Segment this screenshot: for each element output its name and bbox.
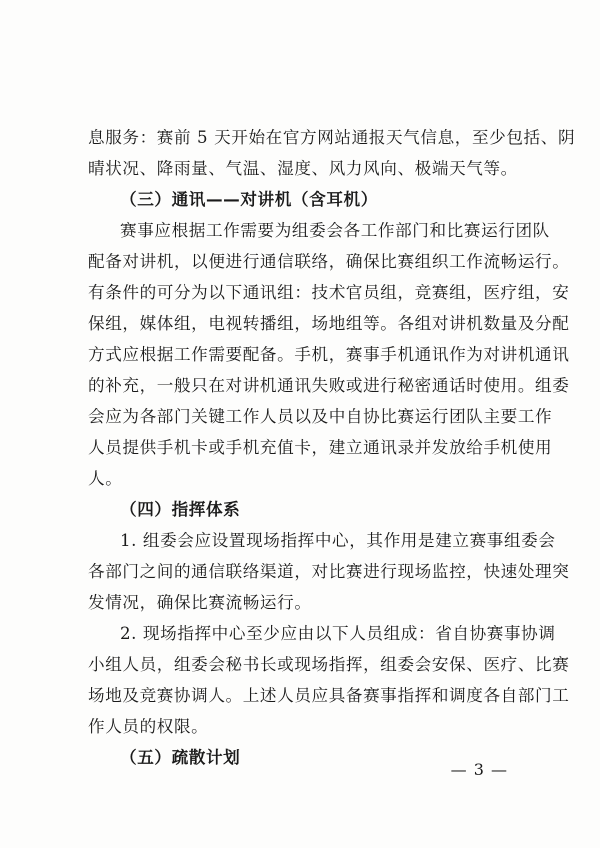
body-line-1: 息服务：赛前 5 天开始在官方网站通报天气信息，至少包括、阴 bbox=[88, 128, 576, 147]
body-line-18: 作人员的权限。 bbox=[88, 717, 209, 736]
body-line-3: 赛事应根据工作需要为组委会各工作部门和比赛运行团队 bbox=[120, 221, 550, 240]
section-heading-3: （三）通讯——对讲机（含耳机） bbox=[120, 190, 378, 209]
page-number: — 3 — bbox=[450, 760, 508, 779]
body-line-11: 人。 bbox=[88, 469, 123, 488]
body-line-10: 人员提供手机卡或手机充值卡，建立通讯录并发放给手机使用 bbox=[88, 438, 553, 457]
body-line-13: 各部门之间的通信联络渠道，对比赛进行现场监控，快速处理突 bbox=[88, 562, 570, 581]
body-line-6: 保组，媒体组，电视转播组，场地组等。各组对讲机数量及分配 bbox=[88, 314, 570, 333]
body-line-15: 2. 现场指挥中心至少应由以下人员组成：省自协赛事协调 bbox=[120, 624, 556, 643]
section-heading-4: （四）指挥体系 bbox=[120, 500, 241, 519]
body-line-8: 的补充，一般只在对讲机通讯失败或进行秘密通话时使用。组委 bbox=[88, 376, 570, 395]
body-line-12: 1. 组委会应设置现场指挥中心，其作用是建立赛事组委会 bbox=[120, 531, 556, 550]
body-line-9: 会应为各部门关键工作人员以及中自协比赛运行团队主要工作 bbox=[88, 407, 553, 426]
body-line-14: 发情况，确保比赛流畅运行。 bbox=[88, 593, 312, 612]
section-heading-5: （五）疏散计划 bbox=[120, 748, 241, 767]
body-line-17: 场地及竞赛协调人。上述人员应具备赛事指挥和调度各自部门工 bbox=[88, 686, 570, 705]
body-line-2: 晴状况、降雨量、气温、湿度、风力风向、极端天气等。 bbox=[88, 159, 518, 178]
body-line-16: 小组人员，组委会秘书长或现场指挥，组委会安保、医疗、比赛 bbox=[88, 655, 570, 674]
body-line-4: 配备对讲机，以便进行通信联络，确保比赛组织工作流畅运行。 bbox=[88, 252, 570, 271]
body-line-7: 方式应根据工作需要配备。手机，赛事手机通讯作为对讲机通讯 bbox=[88, 345, 570, 364]
body-line-5: 有条件的可分为以下通讯组：技术官员组，竞赛组，医疗组，安 bbox=[88, 283, 570, 302]
